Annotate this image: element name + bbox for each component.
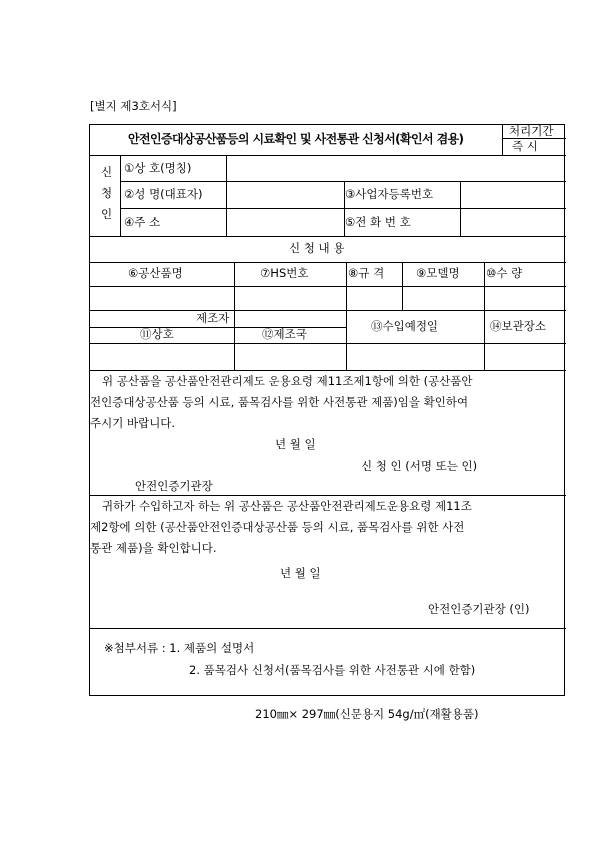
confirmation-date: 년 월 일 [280,566,321,580]
application-date: 년 월 일 [275,437,316,451]
request-section-header: 신 청 내 용 [289,241,345,255]
import-date-field[interactable] [347,344,483,369]
manufacturer-country-field[interactable] [235,344,345,369]
phone-field[interactable] [461,209,565,235]
import-date-header: ⑬수입예정일 [371,319,439,333]
business-name-label: ①상 호(명칭) [124,161,192,175]
model-header: ⑨모델명 [416,266,460,280]
applicant-label-2: 청 [101,186,113,200]
manufacturer-name-field[interactable] [91,344,233,369]
attachments-label: ※첨부서류 : 1. 제품의 설명서 [104,641,255,655]
manufacturer-country-header: ⑫제조국 [262,327,307,341]
address-label: ④주 소 [124,215,161,229]
form-reference: [별지 제3호서식] [90,99,177,113]
model-field[interactable] [403,287,483,309]
divider [502,125,503,155]
hs-code-field[interactable] [235,287,345,309]
application-line: 위 공산품을 공산품안전관리제도 운용요령 제11조제1항에 의한 (공산품안 [102,374,473,388]
applicant-label-1: 신 [101,165,113,179]
applicant-label-3: 인 [101,207,113,221]
processing-period-value: 즉 시 [512,139,538,153]
spec-header: ⑧규 격 [348,266,385,280]
attachment-item-2: 2. 품목검사 신청서(품목검사를 위한 사전통관 시에 한함) [189,663,476,677]
quantity-header: ⑩수 량 [486,266,523,280]
confirmation-line: 제2항에 의한 (공산품안전인증대상공산품 등의 시료, 품목검사를 위한 사전 [90,520,465,534]
representative-field[interactable] [227,182,343,207]
product-name-header: ⑥공산품명 [128,266,183,280]
business-name-field[interactable] [227,156,565,180]
storage-location-field[interactable] [485,344,565,369]
storage-location-header: ⑭보관장소 [490,319,546,333]
business-number-label: ③사업자등록번호 [345,187,434,201]
business-number-field[interactable] [461,182,565,207]
divider [90,262,566,263]
paper-specification: 210㎜× 297㎜(신문용지 54g/㎡(재활용품) [255,707,479,721]
address-field[interactable] [227,209,343,235]
application-line: 전인증대상공산품 등의 시료, 품목검사를 위한 사전통관 제품)임을 확인하여 [90,395,469,409]
manufacturer-header: 제조자 [196,311,230,325]
applicant-signature: 신 청 인 (서명 또는 인) [361,459,478,473]
issuer-seal: 안전인증기관장 (인) [428,602,530,616]
divider [90,327,346,328]
confirmation-line: 귀하가 수입하고자 하는 위 공산품은 공산품안전관리제도운용요령 제11조 [102,499,472,513]
divider [120,155,121,236]
divider [90,236,566,237]
spec-field[interactable] [347,287,401,309]
hs-code-header: ⑦HS번호 [260,266,309,280]
manufacturer-name-header: ⑪상호 [140,327,174,341]
phone-label: ⑤전 화 번 호 [345,215,411,229]
application-line: 주시기 바랍니다. [90,416,176,430]
processing-period-label: 처리기간 [509,124,554,138]
application-form [89,124,565,696]
representative-label: ②성 명(대표자) [124,187,203,201]
confirmation-line: 통관 제품)을 확인합니다. [90,541,217,555]
application-statement [90,371,566,434]
product-name-field[interactable] [91,287,233,309]
confirmation-statement [90,496,566,559]
addressee: 안전인증기관장 [135,479,213,493]
quantity-field[interactable] [485,287,565,309]
divider [90,628,566,629]
form-title: 안전인증대상공산품등의 시료확인 및 사전통관 신청서(확인서 겸용) [128,132,464,146]
divider [90,310,566,311]
